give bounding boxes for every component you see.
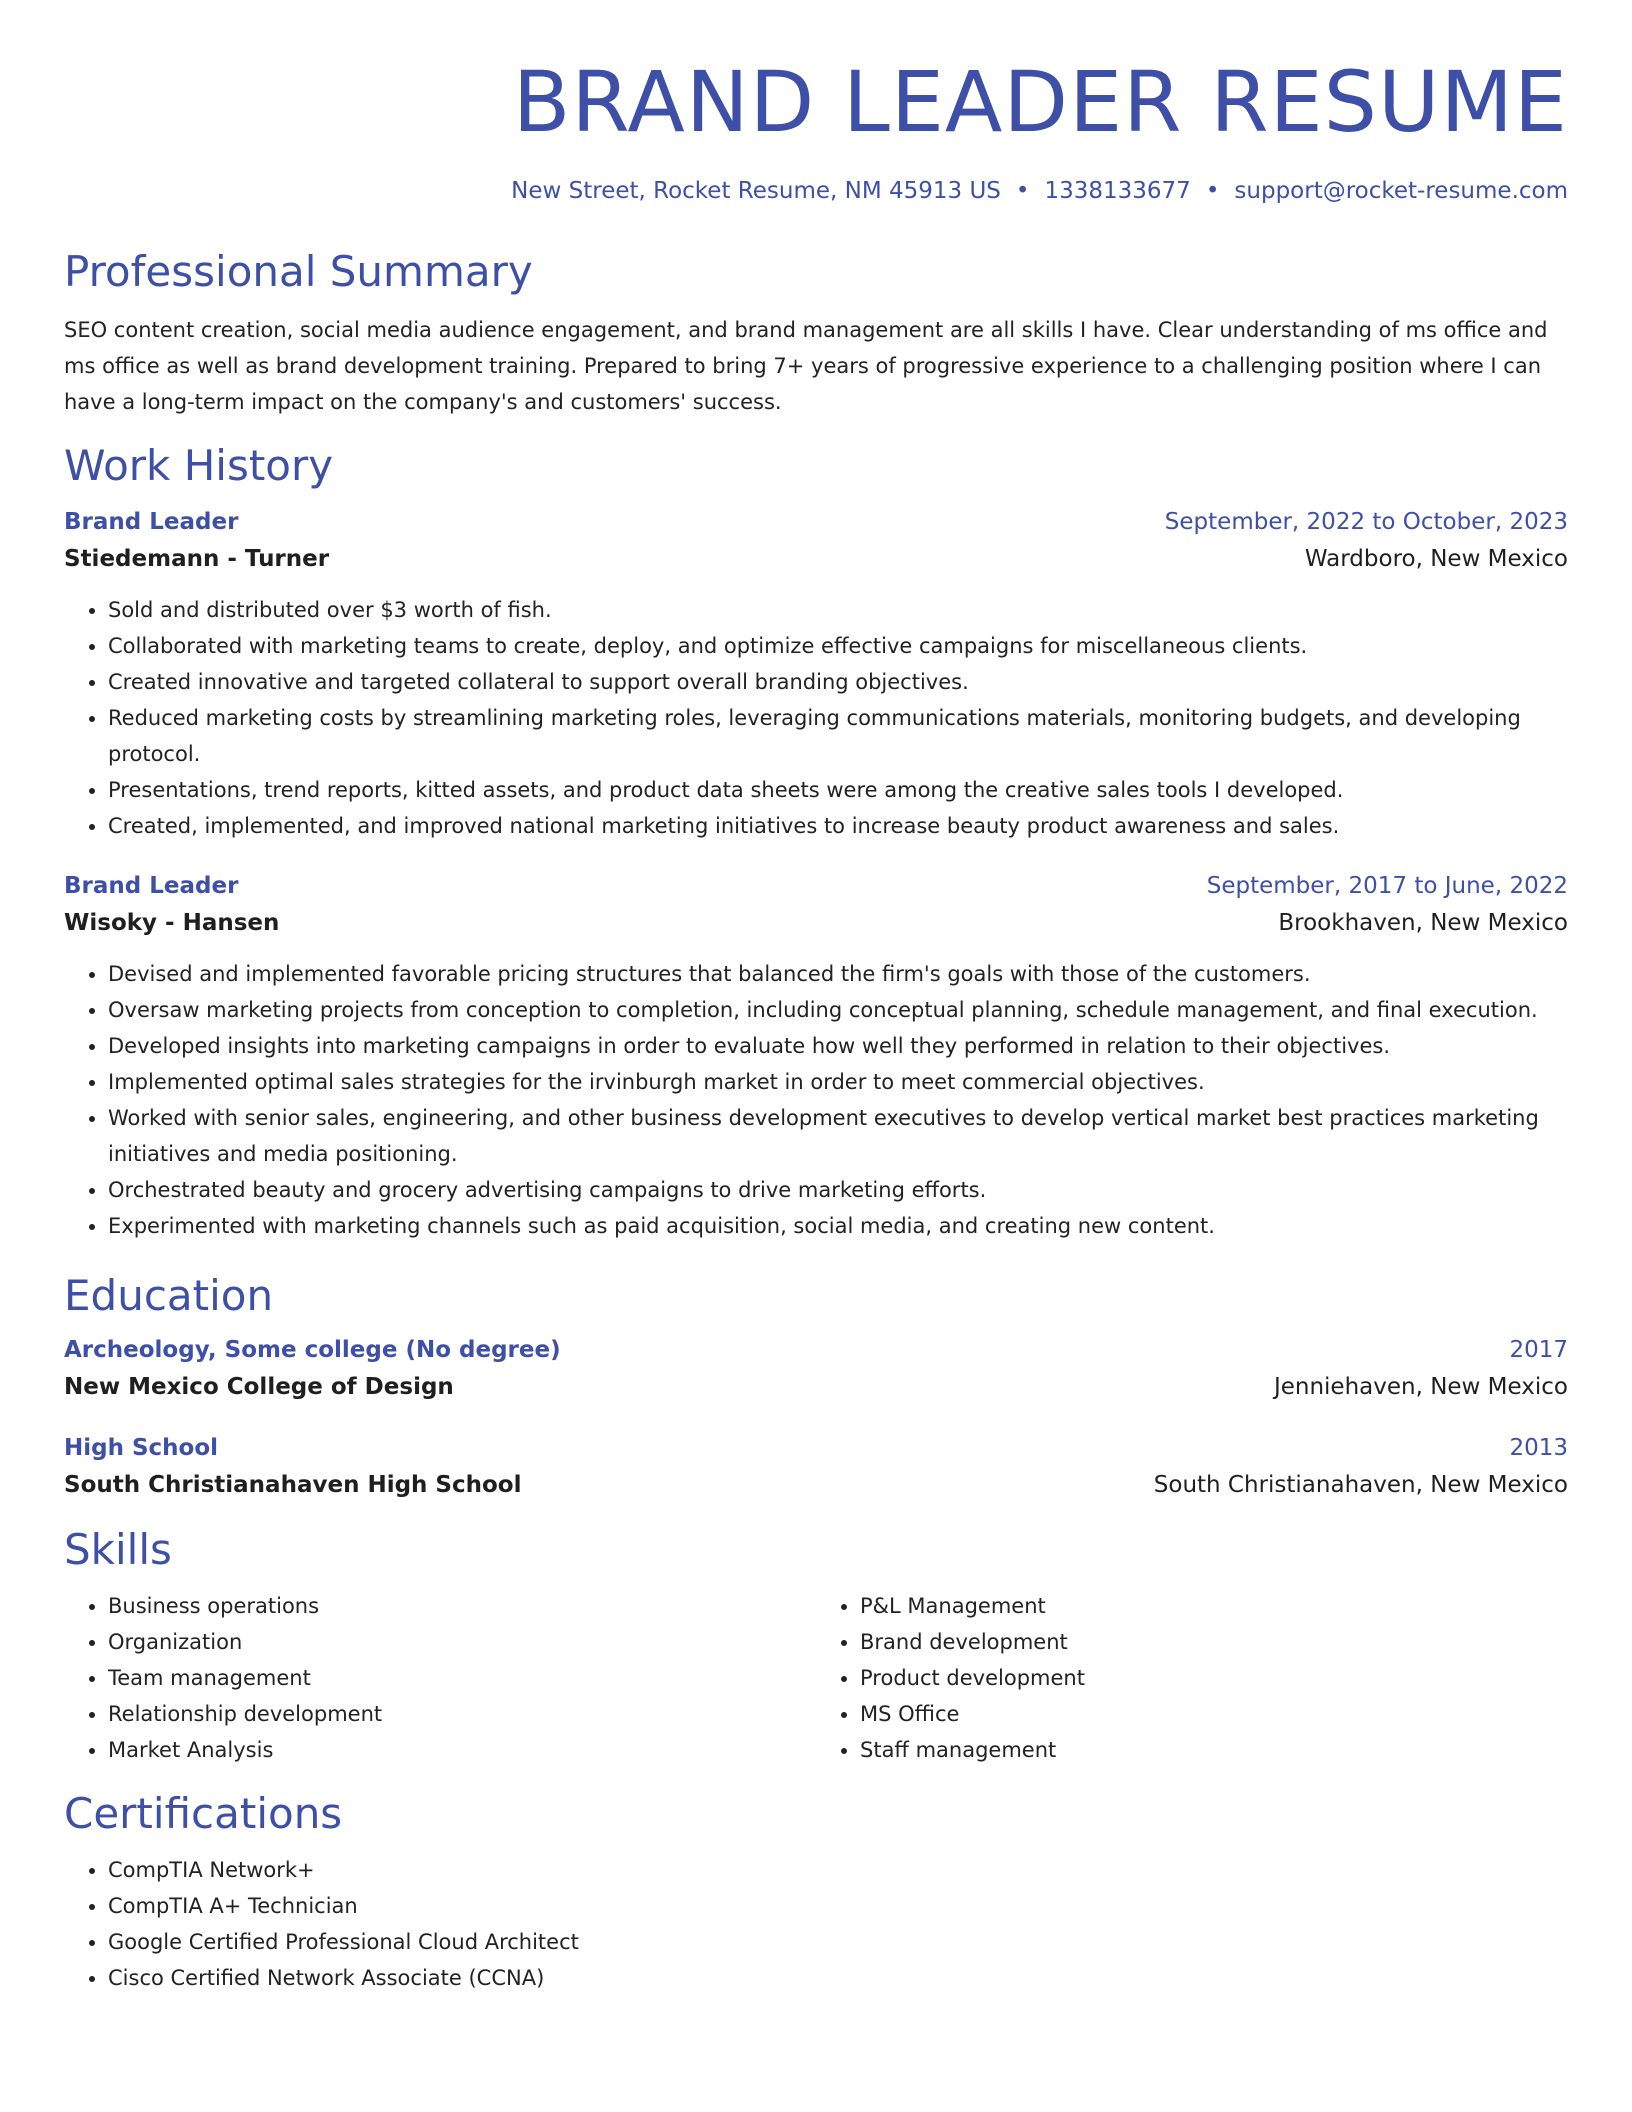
job-location: Wardboro, New Mexico [1304,546,1568,572]
education-degree: Archeology, Some college (No degree) [64,1337,561,1363]
skill-item: • MS Office [860,1696,1568,1732]
contact-separator: • [1015,178,1030,204]
job-title: Brand Leader [64,873,239,899]
education-location: Jenniehaven, New Mexico [1273,1374,1568,1400]
job-bullets [64,592,1568,844]
certification-item: • CompTIA A+ Technician [108,1888,1568,1924]
job-location: Brookhaven, New Mexico [1278,910,1568,936]
skills-grid [64,1576,1568,1768]
education-title: Education [64,1271,274,1320]
education-year: 2017 [1509,1337,1568,1363]
work-section [64,440,1568,1244]
certifications-title: Certifications [64,1789,343,1838]
contact-phone: 1338133677 [1044,178,1191,204]
certifications-section [64,1788,1568,1996]
job-dates: September, 2017 to June, 2022 [1206,873,1568,899]
job-bullet: • Devised and implemented favorable pricing structures that balanced the firm's goals with those of the customers. [108,956,1568,992]
education-location: South Christianahaven, New Mexico [1153,1472,1568,1498]
job-bullet: • Implemented optimal sales strategies for the irvinburgh market in order to meet commercial objectives. [108,1064,1568,1100]
certification-item: • Google Certified Professional Cloud Architect [108,1924,1568,1960]
skills-list-right [816,1588,1568,1768]
education-section [64,1270,1568,1504]
summary-title: Professional Summary [64,247,533,296]
contact-separator: • [1205,178,1220,204]
skill-item: • Team management [108,1660,816,1696]
job-bullet: • Worked with senior sales, engineering, and other business development executives to develop vertical market best practices marketing initiatives and media positioning. [108,1100,1568,1172]
education-entry [64,1430,1568,1504]
skill-item: • Organization [108,1624,816,1660]
job-bullet: • Sold and distributed over $3 worth of fish. [108,592,1568,628]
skills-list-left [64,1588,816,1768]
skill-item: • Relationship development [108,1696,816,1732]
resume-name: BRAND LEADER RESUME [512,53,1568,151]
summary-text: SEO content creation, social media audience engagement, and brand management are all skills I have. Clear understanding of ms office and ms office as well as brand development training. Prepared to bring 7+ years of progressive experience to a challenging position where I can have a long-term impact on the company's and customers' success. [64,318,1548,414]
education-school: New Mexico College of Design [64,1374,454,1400]
summary-section [64,246,1568,420]
certification-item: • CompTIA Network+ [108,1852,1568,1888]
education-school: South Christianahaven High School [64,1472,522,1498]
job-bullet: • Created innovative and targeted collateral to support overall branding objectives. [108,664,1568,700]
skill-item: • P&L Management [860,1588,1568,1624]
job-dates: September, 2022 to October, 2023 [1164,509,1568,535]
job-entry [64,868,1568,1244]
job-company: Wisoky - Hansen [64,910,280,936]
job-company: Stiedemann - Turner [64,546,330,572]
skill-item: • Staff management [860,1732,1568,1768]
skill-item: • Market Analysis [108,1732,816,1768]
job-bullet: • Reduced marketing costs by streamlining marketing roles, leveraging communications materials, monitoring budgets, and developing protocol. [108,700,1568,772]
contact-email[interactable]: support@rocket-resume.com [1234,178,1568,204]
certifications-list [64,1852,1568,1996]
education-degree: High School [64,1435,219,1461]
resume-header [64,52,1568,206]
job-bullet: • Created, implemented, and improved national marketing initiatives to increase beauty product awareness and sales. [108,808,1568,844]
work-title: Work History [64,441,334,490]
job-entry [64,504,1568,844]
resume-page [64,52,1568,1996]
skills-title: Skills [64,1525,172,1574]
certification-item: • Cisco Certified Network Associate (CCNA) [108,1960,1568,1996]
job-bullet: • Oversaw marketing projects from conception to completion, including conceptual planning, schedule management, and final execution. [108,992,1568,1028]
education-year: 2013 [1509,1435,1568,1461]
skill-item: • Brand development [860,1624,1568,1660]
skills-section [64,1524,1568,1768]
job-bullet: • Orchestrated beauty and grocery advertising campaigns to drive marketing efforts. [108,1172,1568,1208]
job-bullet: • Presentations, trend reports, kitted assets, and product data sheets were among the creative sales tools I developed. [108,772,1568,808]
skill-item: • Product development [860,1660,1568,1696]
job-bullet: • Experimented with marketing channels such as paid acquisition, social media, and creating new content. [108,1208,1568,1244]
job-bullets [64,956,1568,1244]
contact-address: New Street, Rocket Resume, NM 45913 US [511,178,1001,204]
skill-item: • Business operations [108,1588,816,1624]
job-title: Brand Leader [64,509,239,535]
job-bullet: • Collaborated with marketing teams to create, deploy, and optimize effective campaigns for miscellaneous clients. [108,628,1568,664]
job-bullet: • Developed insights into marketing campaigns in order to evaluate how well they performed in relation to their objectives. [108,1028,1568,1064]
education-entry [64,1332,1568,1406]
contact-line [64,176,1568,206]
